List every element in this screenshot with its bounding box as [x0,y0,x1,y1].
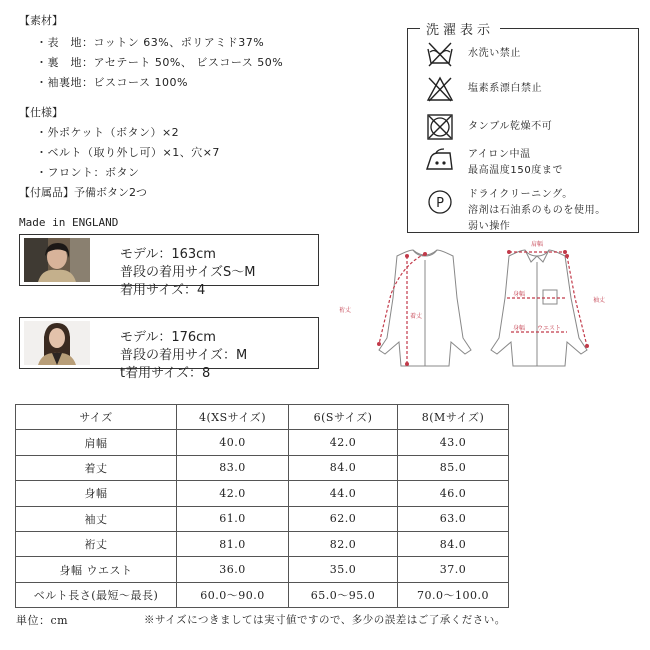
table-row [16,531,509,556]
material-heading: 【素材】 [19,14,63,27]
model-box-1 [19,234,319,298]
no-bleach-icon [426,75,454,103]
origin-label: Made in ENGLAND [19,216,119,229]
spec-line-belt: ・ベルト（取り外し可）×1、穴×7 [36,146,220,159]
model-2-height: モデル：176cm [120,330,216,345]
cell-value: 42.0 [289,430,398,455]
care-text-dry-clean-1: ドライクリーニング。 [468,189,573,200]
header-size-4: 4(XSサイズ) [177,405,289,430]
care-title: 洗濯表示 [420,19,500,38]
cell-value: 84.0 [398,531,509,556]
body-width-label: 身幅 [513,291,526,298]
cell-value: 85.0 [398,455,509,480]
material-line-sleeve-lining: ・袖裏地：ビスコース 100% [36,76,188,89]
dry-clean-p-icon [427,189,453,215]
shirt-front-outline [491,250,587,366]
row-label: ベルト長さ(最短〜最長) [16,582,177,607]
cell-value: 61.0 [177,506,289,531]
cell-value: 82.0 [289,531,398,556]
cell-value: 81.0 [177,531,289,556]
spec-line-front: ・フロント：ボタン [36,166,140,179]
no-hand-wash-icon [426,41,454,67]
cell-value: 84.0 [289,455,398,480]
table-row [16,481,509,506]
table-row [16,455,509,480]
spec-heading: 【仕様】 [19,106,63,119]
table-row [16,430,509,455]
material-line-lining: ・裏 地：アセテート 50%、 ビスコース 50% [36,56,284,69]
row-label: 身幅 ウエスト [16,557,177,582]
care-text-no-hand-wash: 水洗い禁止 [468,48,521,59]
model-photo-1 [24,238,90,282]
shirt-back-outline [379,250,471,366]
care-text-iron-2: 最高温度150度まで [468,165,564,176]
model-1-usual-size: 普段の着用サイズS〜M [120,265,256,280]
yuki-label: 裄丈 [339,307,352,314]
cell-value: 36.0 [177,557,289,582]
size-disclaimer: ※サイズにつきましては実寸値ですので、多少の誤差はご了承ください。 [144,614,506,626]
row-label: 裄丈 [16,531,177,556]
cell-value: 63.0 [398,506,509,531]
cell-value: 40.0 [177,430,289,455]
model-1-height: モデル：163cm [120,247,216,262]
row-label: 袖丈 [16,506,177,531]
model-1-worn-size: 着用サイズ：4 [120,283,206,298]
body-length-label: 着丈 [410,313,423,320]
care-text-no-tumble-dry: タンブル乾燥不可 [468,121,553,132]
table-header-row [16,405,509,430]
cell-value: 65.0〜95.0 [289,582,398,607]
waist-label: ウエスト [537,325,562,332]
cell-value: 43.0 [398,430,509,455]
cell-value: 83.0 [177,455,289,480]
header-size: サイズ [16,405,177,430]
shoulder-width-label: 肩幅 [530,241,544,248]
no-tumble-dry-icon [426,113,454,141]
cell-value: 42.0 [177,481,289,506]
cell-value: 62.0 [289,506,398,531]
spec-line-pocket: ・外ポケット（ボタン）×2 [36,126,180,139]
care-text-iron-1: アイロン中温 [468,149,531,160]
accessory-line: 【付属品】予備ボタン2つ [19,186,147,199]
material-line-outer: ・表 地：コットン 63%、ポリアミド37% [36,36,265,49]
waist-width-label: 身幅 [513,325,526,332]
header-size-6: 6(Sサイズ) [289,405,398,430]
care-text-no-bleach: 塩素系漂白禁止 [468,83,543,94]
unit-label: 単位：cm [16,614,69,627]
table-row [16,557,509,582]
garment-measurement-diagram [325,238,645,376]
cell-value: 44.0 [289,481,398,506]
sleeve-length-measure-line [567,256,587,346]
model-2-worn-size: t着用サイズ：8 [120,366,211,381]
table-row [16,582,509,607]
care-text-dry-clean-2: 溶剤は石油系のものを使用。 [468,205,606,216]
cell-value: 46.0 [398,481,509,506]
size-table [15,404,509,608]
model-2-usual-size: 普段の着用サイズ：M [120,348,248,363]
care-text-dry-clean-3: 弱い操作 [468,221,511,232]
header-size-8: 8(Mサイズ) [398,405,509,430]
cell-value: 70.0〜100.0 [398,582,509,607]
row-label: 着丈 [16,455,177,480]
model-box-2 [19,317,319,381]
sleeve-length-label: 袖丈 [593,297,606,304]
iron-medium-icon [424,147,456,173]
dry-clean-symbol: P [436,196,444,211]
table-row [16,506,509,531]
cell-value: 60.0〜90.0 [177,582,289,607]
yuki-measure-line [379,254,425,344]
row-label: 身幅 [16,481,177,506]
cell-value: 35.0 [289,557,398,582]
row-label: 肩幅 [16,430,177,455]
care-label-box [407,28,639,233]
cell-value: 37.0 [398,557,509,582]
model-photo-2 [24,321,90,365]
